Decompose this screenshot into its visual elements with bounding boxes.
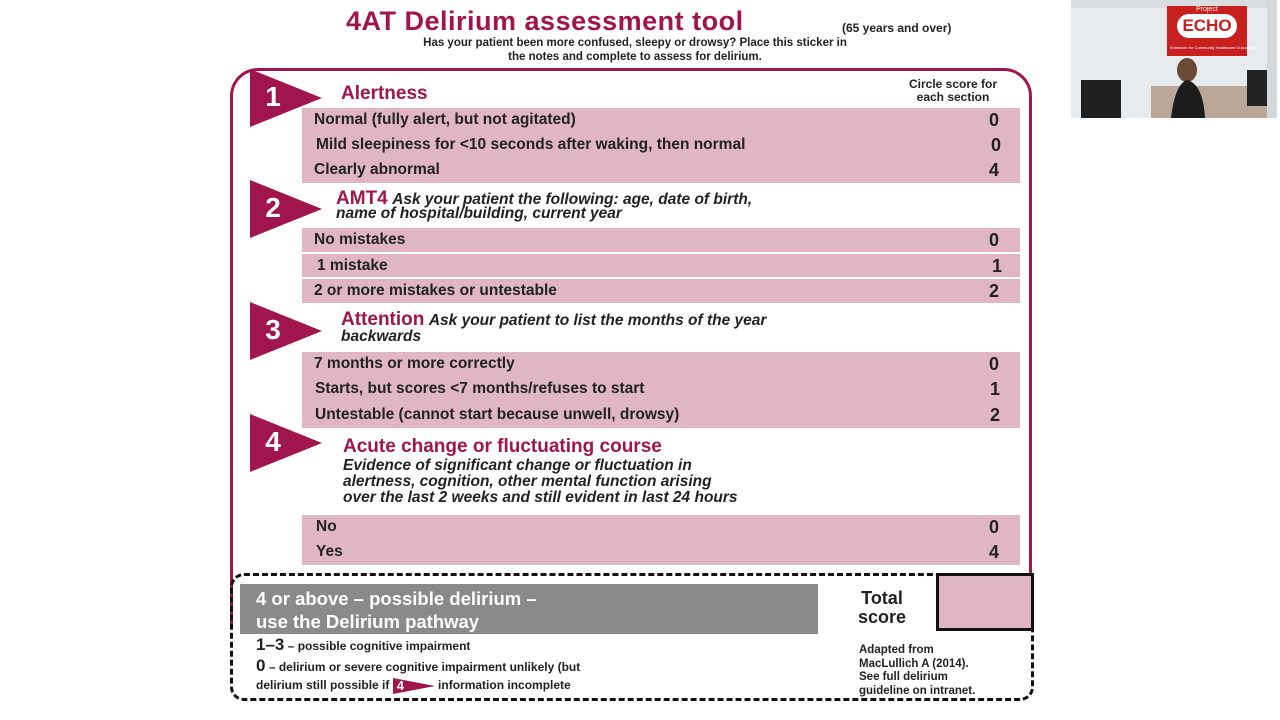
row-label: 2 or more mistakes or untestable	[314, 282, 557, 299]
row-score[interactable]: 0	[988, 230, 999, 250]
section-1-row-2[interactable]	[316, 134, 1001, 156]
row-label: Yes	[316, 543, 343, 560]
banner-line-1: 4 or above – possible delirium –	[256, 588, 537, 609]
adapted-note	[859, 644, 975, 698]
total-score-label	[846, 589, 918, 627]
section-3-row-3[interactable]	[315, 404, 1000, 426]
section-1-title: Alertness	[341, 83, 428, 104]
section-2-row-2[interactable]	[317, 255, 1002, 277]
section-4-row-2[interactable]	[316, 541, 999, 563]
section-2-row-1[interactable]	[314, 229, 999, 251]
section-2-desc-1: Ask your patient the following: age, date of birth,	[392, 191, 753, 208]
section-1-row-3[interactable]	[314, 159, 999, 181]
adapted-line-3: See full delirium	[859, 671, 948, 683]
row-score[interactable]: 4	[988, 542, 999, 562]
separator	[302, 252, 1020, 254]
adapted-line-2: MacLullich A (2014).	[859, 657, 969, 670]
range-0-value: 0	[256, 656, 266, 675]
row-score[interactable]: 2	[988, 281, 999, 301]
delirium-pathway-banner	[240, 584, 818, 634]
page-title: 4AT Delirium assessment tool	[346, 6, 744, 36]
row-score[interactable]: 2	[989, 405, 1000, 425]
circle-note-line-1: Circle score for	[908, 77, 998, 91]
section-4-number: 4	[265, 426, 281, 457]
mini-badge-number: 4	[396, 678, 404, 693]
intro-line-1: Has your patient been more confused, sleepy or drowsy? Place this sticker in	[423, 37, 847, 49]
echo-caption: Extension for Community Healthcare Outcomes	[1170, 45, 1255, 50]
range-1-3	[256, 635, 470, 655]
range-0-text: – delirium or severe cognitive impairment unlikely (but	[268, 660, 581, 674]
echo-logo-small: Project	[1196, 6, 1218, 13]
range-0-text-2b: information incomplete	[438, 678, 571, 693]
row-label: No	[316, 518, 337, 535]
echo-logo: ECHO	[1177, 14, 1237, 38]
webcam-thumbnail[interactable]	[1071, 0, 1277, 118]
circle-score-note	[892, 78, 1014, 104]
row-label: 7 months or more correctly	[314, 355, 515, 372]
section-4-row-1[interactable]	[316, 516, 999, 538]
presenter-video-icon	[1071, 0, 1277, 118]
adapted-line-1: Adapted from	[859, 644, 934, 656]
intro-text	[350, 36, 920, 64]
circle-note-line-2: each section	[916, 90, 990, 104]
section-3-row-2[interactable]	[315, 378, 1000, 400]
separator	[302, 277, 1020, 279]
row-score[interactable]: 1	[991, 256, 1002, 276]
row-label: Starts, but scores <7 months/refuses to start	[315, 380, 645, 397]
section-4-badge	[250, 414, 322, 472]
row-label: Normal (fully alert, but not agitated)	[314, 111, 576, 128]
section-4-desc-3: over the last 2 weeks and still evident in last 24 hours	[343, 489, 738, 506]
section-4-description	[343, 458, 738, 506]
row-score[interactable]: 0	[988, 354, 999, 374]
total-line-2: score	[857, 607, 907, 627]
total-line-1: Total	[861, 588, 903, 608]
row-label: No mistakes	[314, 231, 406, 248]
range-0-continued	[256, 678, 571, 694]
row-score[interactable]: 0	[988, 110, 999, 130]
section-1-number: 1	[265, 81, 281, 112]
row-score[interactable]: 4	[988, 160, 999, 180]
section-3-title: Attention	[341, 309, 425, 330]
row-score[interactable]: 0	[988, 517, 999, 537]
row-score[interactable]: 0	[990, 135, 1001, 155]
range-1-3-value: 1–3	[256, 635, 285, 654]
row-label: 1 mistake	[317, 257, 388, 274]
section-3-row-1[interactable]	[314, 353, 999, 375]
section-4-title: Acute change or fluctuating course	[343, 436, 662, 457]
age-note: (65 years and over)	[842, 21, 952, 35]
adapted-line-4: guideline on intranet.	[859, 684, 976, 697]
section-4-desc-2: alertness, cognition, other mental function arising	[343, 473, 712, 490]
range-0-text-2a: delirium still possible if	[256, 678, 390, 693]
section-2-number: 2	[265, 192, 281, 223]
row-score[interactable]: 1	[989, 379, 1000, 399]
section-3-desc-1: Ask your patient to list the months of the year	[428, 312, 767, 329]
section-3-number: 3	[265, 314, 281, 345]
row-label: Clearly abnormal	[314, 161, 440, 178]
section-3-desc-2: backwards	[341, 328, 422, 345]
row-label: Untestable (cannot start because unwell, drowsy)	[315, 406, 680, 423]
section-4-desc-1: Evidence of significant change or fluctuation in	[343, 457, 692, 474]
section-2-desc-2: name of hospital/building, current year	[336, 205, 622, 222]
total-score-box[interactable]	[936, 573, 1034, 631]
banner-line-2: use the Delirium pathway	[256, 611, 480, 632]
intro-line-2: the notes and complete to assess for delirium.	[508, 51, 762, 63]
row-label: Mild sleepiness for <10 seconds after waking, then normal	[316, 136, 746, 153]
mini-badge	[393, 678, 435, 694]
range-0	[256, 656, 580, 676]
range-1-3-text: – possible cognitive impairment	[287, 639, 471, 653]
section-1-row-1[interactable]	[314, 109, 999, 131]
section-2-row-3[interactable]	[314, 280, 999, 302]
section-2-title: AMT4	[336, 188, 388, 209]
